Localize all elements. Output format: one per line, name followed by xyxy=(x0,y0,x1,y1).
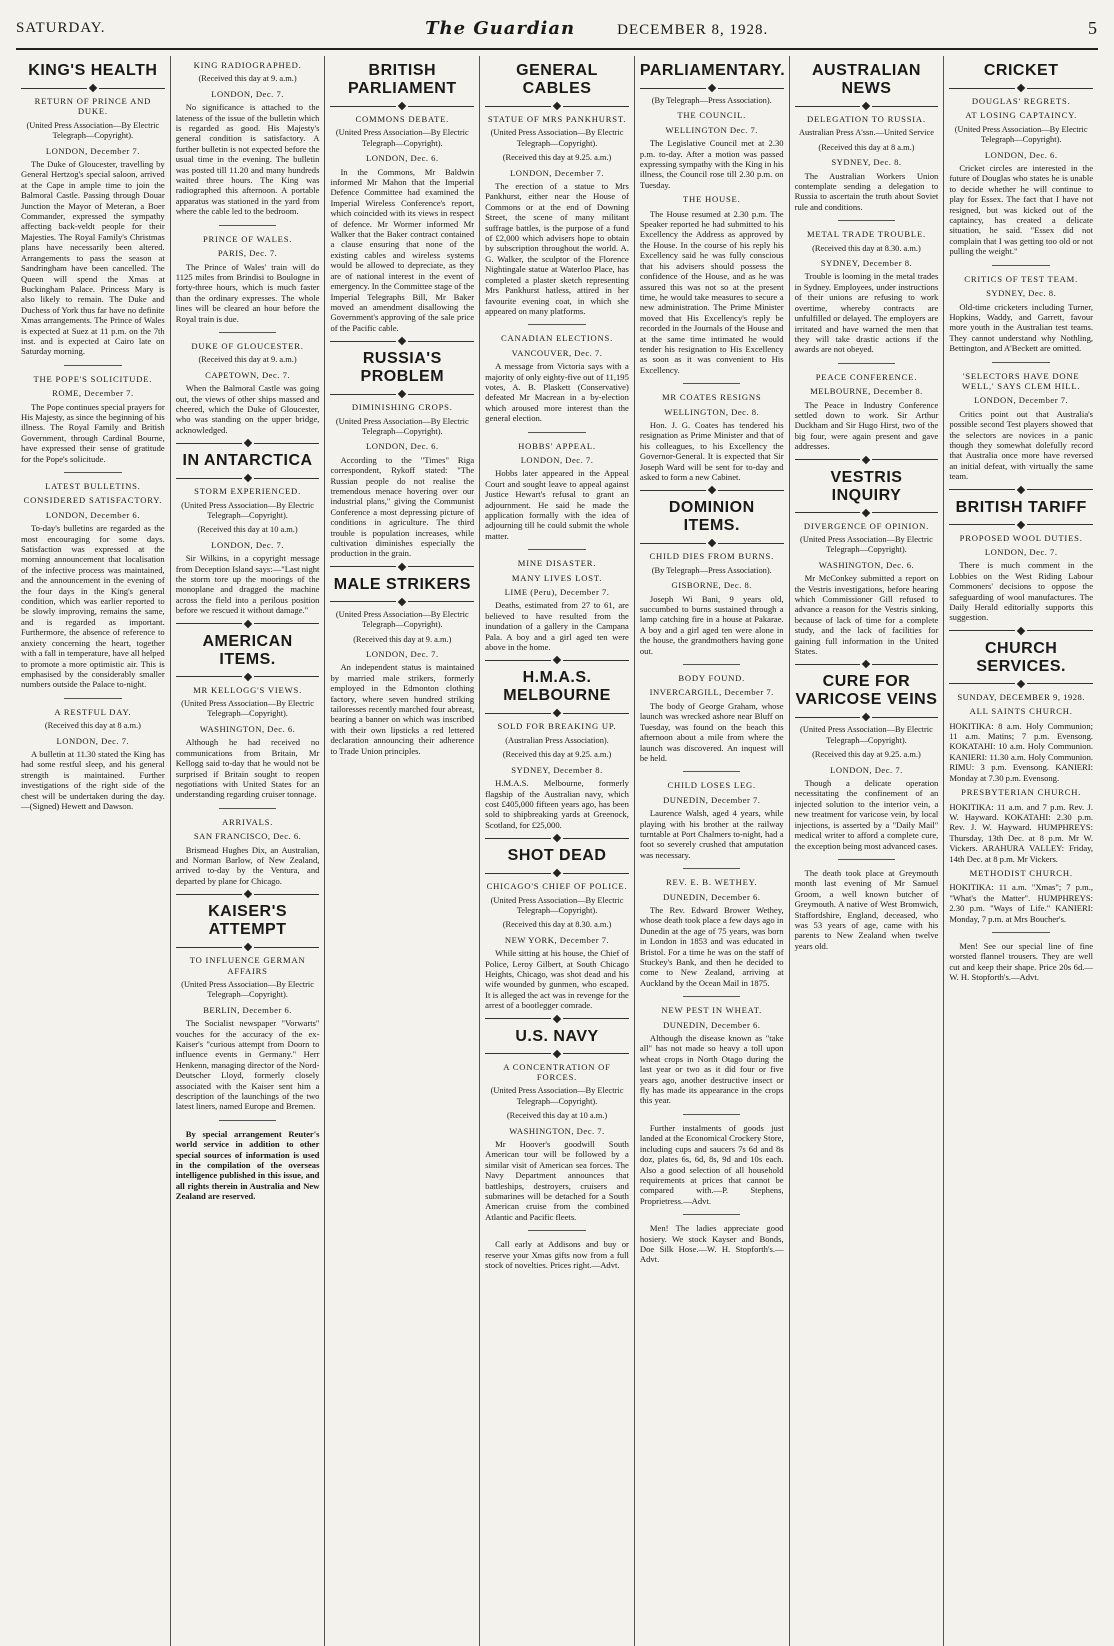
subhead: A RESTFUL DAY. xyxy=(54,706,132,717)
divider xyxy=(640,487,784,493)
subhead: COMMONS DEBATE. xyxy=(355,114,450,124)
column-6 xyxy=(790,56,945,1646)
credit: Australian Press A'ssn.—United Service xyxy=(798,128,934,138)
column-1 xyxy=(16,56,171,1646)
article-body: The Australian Workers Union contemplate sending a delegation to Russia to ascertain the truth about Soviet rule and conditions. xyxy=(794,170,939,212)
subhead: PRESBYTERIAN CHURCH. xyxy=(961,787,1082,798)
divider xyxy=(176,944,320,950)
article-body: Hobbs later appeared in the Appeal Court and sought leave to appeal against Justice Hewart's refusal to grant an adjournment. He said he made the application formally with the idea of adjourning till he could submit the whole matter. xyxy=(485,468,629,541)
church-listings xyxy=(949,706,1093,924)
subhead: DIMINISHING CROPS. xyxy=(351,402,453,413)
headline-us-navy: U.S. NAVY xyxy=(515,1027,599,1045)
subhead: AT LOSING CAPTAINCY. xyxy=(965,110,1078,121)
divider xyxy=(683,1114,740,1115)
divider xyxy=(838,859,895,860)
article-body: Though a delicate operation necessitating the confinement of an injected solution to the interior vein, a new treatment for varicose vein, by local injections, is asserted by a "Daily Mail" medical writer to afford a complete cure, the exception being most advanced cases. xyxy=(794,778,939,851)
divider xyxy=(992,265,1049,266)
divider xyxy=(176,674,320,680)
divider xyxy=(176,891,320,897)
column-4 xyxy=(480,56,635,1646)
column-5 xyxy=(635,56,790,1646)
article-body: The House resumed at 2.30 p.m. The Speaker reported he had submitted to his Excellency the Address as approved by the House. In the course of his reply his Excellency said he was fully conscious that his advisers should possess the confidence of the House, and as he was assured this was not so at the present time, he would take measures to secure a new administration. The Prime Minister moved that His Excellency's reply be recorded in the Journals of the House and at the same time intimated he would tender his resignation to His Excellency as soon as it was convenient to His Excellency. xyxy=(639,208,784,375)
credit: (United Press Association—By Electric Telegraph—Copyright). xyxy=(954,124,1088,145)
dateline: LONDON, Dec. 6. xyxy=(984,149,1058,160)
advertisement: Men! See our special line of fine worsted flannel trousers. They are well cut and keep their shape. Price 20s 6d.—W. H. Stopforth's.—Advt. xyxy=(949,940,1094,983)
article-body: The Prince of Wales' train will do 1125 miles from Brindisi to Boulogne in forty-three hours, which is much faster than the ordinary expresses. The whole lines will be cleared an hour before the Royal train is due. xyxy=(175,261,320,324)
dateline: WASHINGTON, Dec. 7. xyxy=(509,1125,605,1136)
headline-kaisers-attempt: KAISER'S ATTEMPT xyxy=(208,903,288,939)
article-body: To-day's bulletins are regarded as the most encouraging for some days. Satisfaction was expressed at the morning announcement that localisation of the infective process was maintained, and the announcement in the evening of the four days in the King's general condition, which was earlier reported to be slowly improving, remains the same, and is regarded as important. Furthermore, the absence of reference to anxiety concerning the heart, together with a fall in temperature, have all helped to promote a more optimistic air. This is emphasised by the considerably smaller numbers outside the Palace to-night. xyxy=(21,523,165,690)
credit: (Received this day at 8.30. a.m.) xyxy=(812,243,921,253)
subhead: LATEST BULLETINS. xyxy=(45,481,141,491)
credit: (United Press Association—By Electric Telegraph—Copyright). xyxy=(335,128,469,148)
divider xyxy=(795,714,939,720)
divider xyxy=(176,475,320,481)
article-body: The erection of a statue to Mrs Pankhurst, either near the House of Commons or at the end of Downing Street, the scene of many militant suffrage battles, is the purpose of a fund of £2,000 which advisers hope to obtain by subscription throughout the world. A. G. Walker, the sculptor of the Florence Nightingale statue at Waterloo Place, has completed a plaster sketch representing Mrs Pankhurst hatless, attired in her favourite evening coat, in which she appeared on many platforms. xyxy=(485,181,629,316)
credit: (United Press Association—By Electric Telegraph—Copyright). xyxy=(490,895,624,915)
headline-cricket: CRICKET xyxy=(983,62,1059,79)
divider xyxy=(949,681,1093,687)
dateline: PARIS, Dec. 7. xyxy=(217,248,278,259)
article-body: The Duke of Gloucester, travelling by General Hertzog's special saloon, arrived at the Cape in ample time to join the Balmoral Castle. Passing through Douar Junction the Mayor of Meteran, a Boer Commander, expressed the sympathy affecting back-veldt people for their Majesties. The Royal Family's Christmas plans have necessarily been altered. Arrangements to pass the season at Sandringham have been cancelled. The Queen will spend the Xmas at Buckingham Palace. Princess Mary is also likely to remain. The Duke and Duchess of York thus far have no definite Xmas arrangements. The Prince of Wales is expected at Suez at 11 p.m. on the 7th inst. and is expected at Cairo late on Saturday morning. xyxy=(21,159,165,357)
article-body: While sitting at his house, the Chief of Police, Leroy Gilbert, at South Chicago Heights, Chicago, was shot dead and his wife wounded by gunmen, who escaped. It is alleged the act was in revenge for the arrest of a bootlegger comrade. xyxy=(485,948,629,1011)
dateline: WASHINGTON, Dec. 6. xyxy=(818,559,915,570)
headline-male-strikers: MALE STRIKERS xyxy=(333,575,471,593)
article-body: A bulletin at 11.30 stated the King has had some restful sleep, and his general strength is maintained. Further investigations of the right side of the chest will be undertaken during the day.—(Signed) Hewett and Dawson. xyxy=(21,748,165,811)
article-body: The Pope continues special prayers for His Majesty, as since the beginning of his illness. The Royal Family and British Government, through Cardinal Bourne, have expressed their sense of gratitude for the Pope's solicitude. xyxy=(21,401,165,464)
advertisement: Call early at Addisons and buy or reserve your Xmas gifts now from a full stock of novelties. Prices right.—Advt. xyxy=(485,1239,629,1271)
dateline: INVERCARGILL, December 7. xyxy=(649,687,774,698)
subhead: STORM EXPERIENCED. xyxy=(194,486,302,497)
article-body: Cricket circles are interested in the future of Douglas who states he is unable to decide whether he will continue to play for Essex. The fact that I have not resigned, but was kicked out of the captaincy, has created a delicate situation, he said. "Essex did not complain that I was getting too old or not pulling the weight." xyxy=(949,163,1094,257)
divider xyxy=(528,324,585,325)
credit: (United Press Association—By Electric Telegraph—Copyright). xyxy=(800,725,933,745)
divider xyxy=(528,549,585,550)
dateline: BERLIN, December 6. xyxy=(203,1004,292,1015)
subhead: STATUE OF MRS PANKHURST. xyxy=(487,114,627,124)
headline-dominion-items: DOMINION ITEMS. xyxy=(668,499,755,535)
church-times: HOKITIKA: 8 a.m. Holy Communion; 11 a.m. Matins; 7 p.m. Evensong. KOKATAHI: 10 a.m. Holy Communion. KANIERI: 11.30 a.m. Holy Communion. RIMU: 3 p.m. Evensong. KANIERI: Monday at 7.30 p.m. Evensong. xyxy=(949,720,1094,783)
masthead-date: DECEMBER 8, 1928. xyxy=(617,21,769,38)
credit: (Australian Press Association). xyxy=(505,735,609,745)
article-body: The Peace in Industry Conference settled down to work. Sir Arthur Duckham and Sir Hugo Hirst, two of the big four, were again present and gave addresses. xyxy=(794,399,939,452)
article-body: Deaths, estimated from 27 to 61, are believed to have resulted from the inundation of a gallery in the Campana Pala. A boy and a girl aged ten were above in the home. xyxy=(485,600,629,653)
column-7 xyxy=(944,56,1098,1646)
dateline: WASHINGTON, Dec. 6. xyxy=(199,723,296,734)
dateline: SYDNEY, December 8. xyxy=(511,764,603,775)
headline-general-cables: GENERAL CABLES xyxy=(516,62,598,97)
article-body: Sir Wilkins, in a copyright message from Deception Island says:—"Last night the storm tore up the moorings of the monoplane and dragged the machine across the field into a perilous position before we rescued it without damage." xyxy=(175,553,320,616)
article-body: In the Commons, Mr Baldwin informed Mr Mahon that the Imperial Defence Committee had examined the Imperial Wireless Conference's report, which coincided with its views in respect of defence. Mr Wormer informed Mr Walker that the Baker contract contained a clause ensuring that none of the existing cables and wireless systems would be allowed to depreciate, as they are of national interest in the event of emergency. In the Committee stage of the Imperial Telegraphs Bill, Mr Baker moved an amendment disallowing the Government's approving of the sale price of the Pacific cable. xyxy=(330,166,475,333)
credit: (By Telegraph—Press Association). xyxy=(651,96,772,105)
reuters-notice: By special arrangement Reuter's world service in addition to other special sources of information is used in the compilation of the overseas intelligence published in this issue, and all rights therein in Australia and New Zealand are reserved. xyxy=(175,1128,320,1202)
dateline: NEW YORK, December 7. xyxy=(504,934,610,945)
divider xyxy=(528,1230,585,1231)
credit: (United Press Association—By Electric Telegraph—Copyright). xyxy=(335,609,469,630)
dateline: SYDNEY, Dec. 8. xyxy=(986,288,1057,299)
divider xyxy=(219,225,276,226)
article-body: Mr McConkey submitted a report on the Vestris investigations, before hearing which Commissioner Gill refused to advance a reason for the Vestris sinking, because of lack of time for a complete study, and the lack of facilities for gaining full information in the United States. xyxy=(794,573,939,657)
subhead: CONSIDERED SATISFACTORY. xyxy=(23,495,163,506)
divider xyxy=(21,85,165,91)
headline-american-items: AMERICAN ITEMS. xyxy=(202,632,293,668)
subhead: HOBBS' APPEAL. xyxy=(518,440,596,451)
article-body: Mr Hoover's goodwill South American tour will be followed by a similar visit of American sea forces. The Navy Department announces that battleships, destroyers, cruisers and submarines will be detached for a South American cruise from the combined Atlantic and Pacific fleets. xyxy=(485,1139,629,1222)
column-2 xyxy=(171,56,326,1646)
subhead: DIVERGENCE OF OPINION. xyxy=(803,520,930,531)
article-body: According to the "Times" Riga correspondent, Rykoff stated: "The Russian people do not realise the tremendous menace hovering over our industrial plans," giving the Communist Conference a most depressing picture of conditions in agriculture. The third trouble is population increases, while cultivation diminishes especially the production in the grain. xyxy=(330,454,475,559)
subhead: 'SELECTORS HAVE DONE WELL,' SAYS CLEM HILL. xyxy=(961,370,1081,391)
subhead: THE POPE'S SOLICITUDE. xyxy=(33,373,153,384)
divider xyxy=(640,85,784,91)
subhead: THE COUNCIL. xyxy=(677,110,747,121)
paper-name: The Guardian xyxy=(425,17,576,39)
credit: (By Telegraph—Press Association). xyxy=(651,565,772,575)
divider xyxy=(795,510,939,516)
headline-parliamentary: PARLIAMENTARY. xyxy=(639,62,786,79)
article-body: Laurence Walsh, aged 4 years, while playing with his brother at the railway turntable at Port Chalmers to-night, had a foot so severely crushed that amputation was necessary. xyxy=(639,808,784,860)
divider xyxy=(330,599,474,605)
subhead: CHILD DIES FROM BURNS. xyxy=(649,551,775,562)
divider xyxy=(683,1214,740,1215)
article-body: No significance is attached to the lateness of the issue of the bulletin which is regarded as good. His Majesty's general condition is satisfactory. A further bulletin is not expected before the usual time in the evening. The bulletin was posted till 11.20 and many hundreds waited three hours. The King was radiographed this afternoon. A portable apparatus was stationed in the yard from where the cable led to the bedroom. xyxy=(175,102,320,217)
credit: (Received this day at 10 a.m.) xyxy=(197,525,298,535)
article-body: Joseph Wi Bani, 9 years old, succumbed to burns sustained through a lamp catching fire in a house at Pakarae. A boy and a girl aged ten were alone in the house, the grandmothers having gone out. xyxy=(639,593,784,656)
divider xyxy=(528,432,585,433)
dateline: ROME, December 7. xyxy=(52,388,134,399)
divider xyxy=(219,1120,276,1121)
dateline: LONDON, Dec. 7. xyxy=(984,547,1058,557)
divider xyxy=(485,103,629,109)
divider xyxy=(176,440,320,446)
dateline: CAPETOWN, Dec. 7. xyxy=(205,369,291,380)
subhead: BODY FOUND. xyxy=(678,673,746,684)
divider xyxy=(683,996,740,997)
advertisement: Men! The ladies appreciate good hosiery. We stock Kayser and Bonds, Doe Silk Hose.—W. H. Stopforth's.—Advt. xyxy=(639,1223,784,1265)
credit: (Received this day at 9.25. a.m.) xyxy=(812,750,921,760)
credit: (Received this day at 9.25. a.m.) xyxy=(502,750,612,760)
credit: (Received this day at 9. a.m.) xyxy=(353,634,452,644)
subhead: DELEGATION TO RUSSIA. xyxy=(807,114,926,124)
divider xyxy=(64,472,121,473)
credit: (Received this day at 9.25. a.m.) xyxy=(502,153,612,163)
dateline: VANCOUVER, Dec. 7. xyxy=(511,347,603,358)
subhead: CHICAGO'S CHIEF OF POLICE. xyxy=(486,881,628,892)
dateline: SYDNEY, Dec. 8. xyxy=(831,157,902,168)
divider xyxy=(330,103,474,109)
article-body: There is much comment in the Lobbies on the West Riding Labour Commoners' decisions to oppose the safeguarding of wool manufactures. The Daily Herald editorially supports this suggestion. xyxy=(949,560,1094,623)
divider xyxy=(219,332,276,333)
divider xyxy=(949,85,1093,91)
dateline: LONDON, Dec. 7. xyxy=(830,764,903,775)
divider xyxy=(485,1016,629,1022)
subhead: DUKE OF GLOUCESTER. xyxy=(191,340,304,351)
dateline: DUNEDIN, December 7. xyxy=(663,794,761,805)
divider xyxy=(795,661,939,667)
dateline: LONDON, Dec. 7. xyxy=(211,88,284,99)
page-number: 5 xyxy=(1088,17,1098,38)
divider xyxy=(992,932,1049,933)
dateline: MELBOURNE, December 8. xyxy=(810,386,923,397)
subhead: A CONCENTRATION OF FORCES. xyxy=(503,1061,611,1082)
article-body: The Socialist newspaper "Vorwarts" vouches for the accuracy of the ex-Kaiser's "curious attempt from Doorn to influence events in Germany." Herr Henkenn, managing director of the Nord-Deutscher Lloyd, formerly closely associated with the Kaiser sent him a description of the launchings of the two latest liners, named Europe and Bremen. xyxy=(175,1018,320,1112)
credit: (United Press Association—By Electric Telegraph—Copyright). xyxy=(335,416,469,436)
subhead: NEW PEST IN WHEAT. xyxy=(661,1005,763,1016)
dateline: DUNEDIN, December 6. xyxy=(663,891,761,902)
divider xyxy=(485,657,629,663)
subhead: TO INFLUENCE GERMAN AFFAIRS xyxy=(189,955,306,976)
headline-vestris-inquiry: VESTRIS INQUIRY xyxy=(830,468,903,504)
credit: (Received this day at 10 a.m.) xyxy=(506,1111,608,1121)
article-body: Old-time cricketers including Turner, Hopkins, Waddy, and Garrett, favour more youth in the Australian test teams. They cannot understand why Nothling, Bettington, and A'Beckett are omitted. xyxy=(949,301,1094,354)
dateline: LONDON, December 7. xyxy=(45,145,140,156)
article-body: Brismead Hughes Dix, an Australian, and Norman Barlow, of New Zealand, arrived to-day by the Ventura, and departed by plane for Chicago. xyxy=(175,844,320,886)
article-body: The body of George Graham, whose launch was wrecked ashore near Bluff on Tuesday, was found on the beach this afternoon about a mile from where the launch was discovered. An inquest will be held. xyxy=(639,700,784,763)
divider xyxy=(485,835,629,841)
dateline: LONDON, December 7. xyxy=(974,395,1069,406)
dateline: LIME (Peru), December 7. xyxy=(504,587,610,598)
columns xyxy=(16,56,1098,1646)
headline-in-antarctica: IN ANTARCTICA xyxy=(182,452,313,470)
subhead: METHODIST CHURCH. xyxy=(969,867,1073,878)
dateline: SUNDAY, DECEMBER 9, 1928. xyxy=(957,691,1085,702)
headline-hmas-melbourne: H.M.A.S. MELBOURNE xyxy=(503,669,611,705)
divider xyxy=(992,362,1049,363)
headline-australian-news: AUSTRALIAN NEWS xyxy=(811,62,921,97)
article-body: Trouble is looming in the metal trades in Sydney. Employees, under instructions of their unions are refusing to work overtime, whereby contracts are unfulfilled or delayed. The employers are irritated and have warned the men that they will take drastic actions if the awards are not obeyed. xyxy=(794,271,939,355)
dateline: WELLINGTON, Dec. 8. xyxy=(664,406,760,417)
article-body: Hon. J. G. Coates has tendered his resignation as Prime Minister and that of his colleagues, to his Excellency the Governor-General. It is expected that Sir Joseph Ward will be sent for to-day and asked to form a new Cabinet. xyxy=(639,419,784,482)
headline-cure-for-varicose-veins: CURE FOR VARICOSE VEINS xyxy=(795,673,938,709)
article-body: A message from Victoria says with a majority of only eighty-five out of 11,195 votes, A. B. Plaskett (Conservative) defeated Mr Macrean in a by-election which aroused more interest than the general election. xyxy=(485,361,629,424)
dateline: LONDON, Dec. 7. xyxy=(56,735,130,746)
divider xyxy=(485,710,629,716)
divider xyxy=(219,808,276,809)
dateline: LONDON, December 7. xyxy=(510,167,604,178)
dateline: SYDNEY, December 8. xyxy=(820,258,913,269)
divider xyxy=(64,365,121,366)
subhead: MR KELLOGG'S VIEWS. xyxy=(193,684,303,695)
article-body: An independent status is maintained by married male strikers, formerly employed in the Edmonton clothing factory, where seven hundred striking tailoresses recently marched four abreast, bearing a banner on which was inscribed with their own lipsticks a red lettered declaration announcing their adherence to Trade Union principles. xyxy=(330,662,475,756)
subhead: CRITICS OF TEST TEAM. xyxy=(964,273,1079,284)
article-body: Although he had received no communications from Britain, Mr Kellogg said to-day that he would not be surprised if Britain sought to reopen negotiations with United States for an understanding regarding cruiser tonnage. xyxy=(175,737,320,800)
subhead: PRINCE OF WALES. xyxy=(202,233,293,244)
dateline: SAN FRANCISCO, Dec. 6. xyxy=(193,831,302,842)
dateline: LONDON, Dec. 7. xyxy=(365,649,439,660)
divider xyxy=(485,1051,629,1057)
credit: (United Press Association—By Electric Telegraph—Copyright). xyxy=(181,500,314,520)
advertisement: Further instalments of goods just landed at the Economical Crockery Store, including cups and saucers 7s 6d and 8s doz, plates 6s, 6d, 8s, 9d and 10s each. Also a good selection of all household requirements at prices that cannot be compared with.—P. Stephens, Proprietress.—Advt. xyxy=(639,1122,784,1206)
subhead: CANADIAN ELECTIONS. xyxy=(500,333,614,344)
credit: (Received this day at 9. a.m.) xyxy=(198,74,297,84)
divider xyxy=(64,698,121,699)
church-times: HOKITIKA: 11 a.m. and 7 p.m. Rev. J. W. Hayward. KOKATAHI: 2.30 p.m. Rev. J. W. Hayward. HUMPHREYS: Thursday, 13th Dec. at 8 p.m. Mr W. Vickers. ARAHURA VALLEY: Friday, 14th Dec. at 8 p.m. Mr Vickers. xyxy=(949,801,1094,864)
dateline: GISBORNE, Dec. 8. xyxy=(671,580,752,591)
subhead: PROPOSED WOOL DUTIES. xyxy=(959,532,1083,543)
credit: (Received this day at 9. a.m.) xyxy=(198,355,297,365)
dateline: WELLINGTON Dec. 7. xyxy=(665,124,758,135)
credit: (Received this day at 8.30. a.m.) xyxy=(502,920,612,930)
headline-church-services: CHURCH SERVICES. xyxy=(976,639,1066,675)
divider xyxy=(683,868,740,869)
headline-british-tariff: BRITISH TARIFF xyxy=(955,498,1087,516)
divider xyxy=(330,564,474,570)
masthead xyxy=(16,0,1098,50)
divider xyxy=(330,391,474,397)
headline-kings-health: KING'S HEALTH xyxy=(28,62,158,79)
subhead: MINE DISASTER. xyxy=(517,558,597,569)
divider xyxy=(683,664,740,665)
divider xyxy=(795,103,939,109)
credit: (Received this day at 8 a.m.) xyxy=(818,142,915,152)
subhead: KING RADIOGRAPHED. xyxy=(193,60,302,70)
subhead: REV. E. B. WETHEY. xyxy=(665,877,758,888)
divider xyxy=(838,220,895,221)
subhead: METAL TRADE TROUBLE. xyxy=(806,229,926,240)
divider xyxy=(949,522,1093,528)
article-body: Critics point out that Australia's possible second Test players showed that the selectors are novices in a panic though they somewhat dolefully record that Australia once more have reversed an initial defeat, with virtually the same team. xyxy=(949,408,1094,482)
masthead-day: SATURDAY. xyxy=(16,19,106,36)
headline-british-parliament: BRITISH PARLIAMENT xyxy=(347,62,457,97)
divider xyxy=(949,628,1093,634)
divider xyxy=(640,540,784,546)
subhead: DOUGLAS' REGRETS. xyxy=(971,96,1071,106)
credit: (United Press Association—By Electric Telegraph—Copyright). xyxy=(800,534,933,555)
credit: (United Press Association—By Electric Telegraph—Copyright). xyxy=(181,979,314,1000)
credit: (Received this day at 8 a.m.) xyxy=(44,721,141,731)
divider xyxy=(330,338,474,344)
subhead: ARRIVALS. xyxy=(221,816,274,827)
divider xyxy=(795,457,939,463)
dateline: LONDON, Dec. 7. xyxy=(211,539,284,550)
article-body: The Legislative Council met at 2.30 p.m. to-day. After a motion was passed expressing sympathy with the King in his illness, the Council rose till 2.30 p.m. on Tuesday. xyxy=(639,138,784,190)
dateline: LONDON, Dec. 6. xyxy=(365,153,439,164)
subhead: MR COATES RESIGNS xyxy=(661,392,762,403)
subhead: PEACE CONFERENCE. xyxy=(815,371,918,382)
article-body: The death took place at Greymouth month last evening of Mr Samuel Groom, a well known butcher of Greymouth. A native of West Bromwich, Staffordshire, England, deceased, who was 53 years of age, came with his parents to New Zealand when twelve years old. xyxy=(794,867,939,951)
subhead: ALL SAINTS CHURCH. xyxy=(969,706,1073,717)
article-body: The Rev. Edward Brower Wethey, whose death took place a few days ago in Dunedin at the age of 75 years, was born in London in 1853 and was educated in Bristol. For a time he was on the staff of Stuckey's Bank, and then he decided to come to New Zealand, arriving at Auckland by the Ocean Mail in 1875. xyxy=(639,904,784,988)
dateline: DUNEDIN, December 6. xyxy=(663,1019,761,1030)
dateline: LONDON, Dec. 6. xyxy=(365,441,439,452)
headline-russias-problem: RUSSIA'S PROBLEM xyxy=(360,350,445,386)
divider xyxy=(838,363,895,364)
subhead: RETURN OF PRINCE AND DUKE. xyxy=(34,96,152,117)
headline-shot-dead: SHOT DEAD xyxy=(507,847,607,865)
subhead: CHILD LOSES LEG. xyxy=(667,780,756,791)
divider xyxy=(683,383,740,384)
subhead: THE HOUSE. xyxy=(682,194,741,205)
divider xyxy=(683,771,740,772)
divider xyxy=(485,870,629,876)
subhead: MANY LIVES LOST. xyxy=(511,572,603,583)
credit: (United Press Association—By Electric Telegraph—Copyright). xyxy=(26,120,160,141)
article-body: When the Balmoral Castle was going out, the views of other ships massed and cheered, which the Duke of Gloucester, who was standing on the upper bridge, acknowledged. xyxy=(175,383,320,435)
credit: (United Press Association—By Electric Telegraph—Copyright). xyxy=(490,1086,624,1106)
column-3 xyxy=(325,56,480,1646)
credit: (United Press Association—By Electric Telegraph—Copyright). xyxy=(490,128,624,148)
article-body: H.M.A.S. Melbourne, formerly flagship of the Australian navy, which cost £405,000 fifteen years ago, has been sold to shipbreaking yards at Greenock, Scotland, for £25,000. xyxy=(485,778,629,830)
dateline: LONDON, Dec. 7. xyxy=(520,454,594,465)
divider xyxy=(949,487,1093,493)
divider xyxy=(176,621,320,627)
article-body: Although the disease known as "take all" has not made so heavy a toll upon wheat crops in North Otago during the last year or two as it did four or five years ago, another destructive insect or fly has made its appearance in the crops this year. xyxy=(639,1033,784,1106)
church-times: HOKITIKA: 11 a.m. "Xmas"; 7 p.m., "What's the Matter". HUMPHREYS: 2.30 p.m. "Ways of Life." KANIERI: Monday, 7 p.m. at Mrs Boucher's. xyxy=(949,882,1094,924)
credit: (United Press Association—By Electric Telegraph—Copyright). xyxy=(181,699,314,719)
dateline: LONDON, December 6. xyxy=(45,509,140,520)
subhead: SOLD FOR BREAKING UP. xyxy=(497,721,617,732)
